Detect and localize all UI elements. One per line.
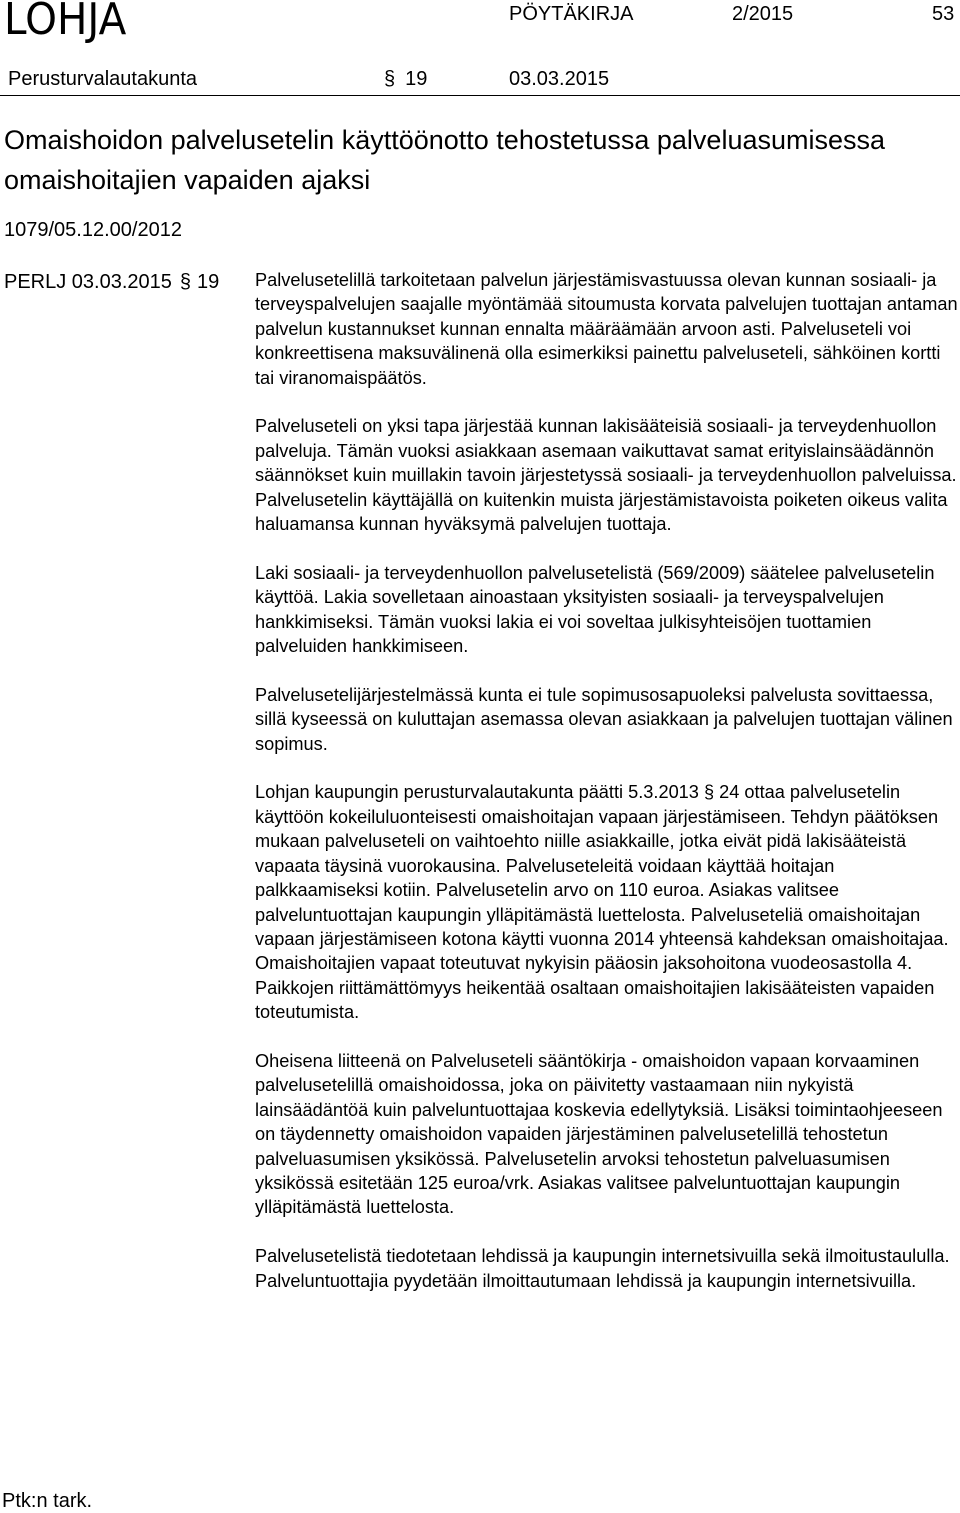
paragraph: Palvelusetelillä tarkoitetaan palvelun järjestämisvastuussa olevan kunnan sosiaali- ja terveyspalvelujen saajalle myöntämää sitoumusta korvata palvelujen tuottajan antaman palvelun kustannukset kunnan ennalta määräämään arvoon asti. Palveluseteli voi konkreettisena maksuvälinenä olla esimerkiksi painettu palveluseteli, sähköinen kortti tai viranomaispäätös. (255, 270, 958, 388)
footer-checker-label: Ptk:n tark. (2, 1490, 93, 1512)
diary-number: 1079/05.12.00/2012 (4, 219, 182, 241)
paragraph: Palvelusetelijärjestelmässä kunta ei tule sopimusosapuoleksi palvelusta sovittaessa, sillä kyseessä on kuluttajan asemassa olevan asiakkaan ja palvelujen tuottajan välinen sopimus. (255, 684, 953, 754)
preparer-section-number: 19 (197, 271, 220, 293)
paragraph: Palvelusetelistä tiedotetaan lehdissä ja kaupungin internetsivuilla sekä ilmoitustaululla. Palveluntuottajia pyydetään ilmoittautumaan lehdissä ja kaupungin internetsivuilla. (255, 1246, 950, 1291)
paragraph: Laki sosiaali- ja terveydenhuollon palvelusetelistä (569/2009) säätelee palvelusetelin käyttöä. Lakia sovelletaan ainoastaan yksityisten sosiaali- ja terveyspalvelujen hankkimiseksi. Tämän vuoksi lakia ei voi soveltaa julkisyhteisöjen tuottamien palveluiden hankkimiseen. (255, 562, 935, 657)
paragraph: Lohjan kaupungin perusturvalautakunta päätti 5.3.2013 § 24 ottaa palvelusetelin käyttöön kokeiluluonteisesti omaishoitajan vapaan järjestämiseen. Tehdyn päätöksen mukaan palveluseteli on vaihtoehto niille asiakkaille, jotka eivät pidä lakisääteistä vapaata täysinä vuorokausina. Palveluseteleitä voidaan käyttää hoitajan palkkaamiseksi kotiin. Palvelusetelin arvo on 110 euroa. Asiakas valitsee palveluntuottajan kaupungin ylläpitämästä luettelosta. Palveluseteliä omaishoitajan vapaan järjestämiseen kotona käytti vuonna 2014 yhteensä kahdeksan omaishoitajaa. Omaishoitajien vapaat toteutuvat nykyisin pääosin jaksohoitona vuodeosastolla 4. Paikkojen riittämättömyys heikentää osaltaan omaishoitajien lakisääteisten vapaiden toteutumista. (255, 782, 949, 1023)
section-reference (384, 67, 427, 91)
agenda-item-title: Omaishoidon palvelusetelin käyttöönotto tehostetussa palveluasumisessa omaishoitajien vapaiden ajaksi (4, 125, 886, 195)
paragraph: Palveluseteli on yksi tapa järjestää kunnan lakisääteisiä sosiaali- ja terveydenhuollon palveluja. Tämän vuoksi asiakkaan asemaan vaikuttavat samat erityislainsäädännön säännökset kuin muillakin tavoin järjestetyssä sosiaali- ja terveydenhuollon palveluissa. Palvelusetelin käyttäjällä on kuitenkin muista järjestämistavoista poiketen oikeus valita haluamansa kunnan hyväksymä palvelujen tuottaja. (255, 416, 957, 535)
document-number: 2/2015 (732, 3, 794, 25)
section-number: 19 (405, 68, 428, 90)
meeting-date: 03.03.2015 (509, 68, 610, 90)
lohja-logo: LOHJA (4, 0, 127, 45)
section-sign: § (384, 68, 396, 90)
page-number: 53 (932, 3, 955, 25)
preparer-label: PERLJ 03.03.2015 (4, 271, 172, 293)
preparer-section-sign: § (179, 271, 192, 293)
paragraph: Oheisena liitteenä on Palveluseteli sääntökirja - omaishoidon vapaan korvaaminen palvelusetelillä omaishoidossa, joka on päivitetty vastaamaan niin nykyistä lainsäädäntöä kuin palveluntuottajaa koskevia edellytyksiä. Lisäksi toimintaohjeeseen on täydennetty omaishoidon vapaiden järjestäminen palvelusetelillä tehostetun palveluasumisen yksikössä. Palvelusetelin arvoksi tehostetun palveluasumisen yksikössä esitetään 125 euroa/vrk. Asiakas valitsee palveluntuottajan kaupungin ylläpitämästä luettelosta. (255, 1050, 943, 1218)
document-type: PÖYTÄKIRJA (509, 3, 634, 25)
body-text (255, 268, 960, 1317)
board-name: Perusturvalautakunta (8, 68, 198, 90)
header-divider (0, 95, 960, 96)
preparer-reference (4, 270, 219, 294)
